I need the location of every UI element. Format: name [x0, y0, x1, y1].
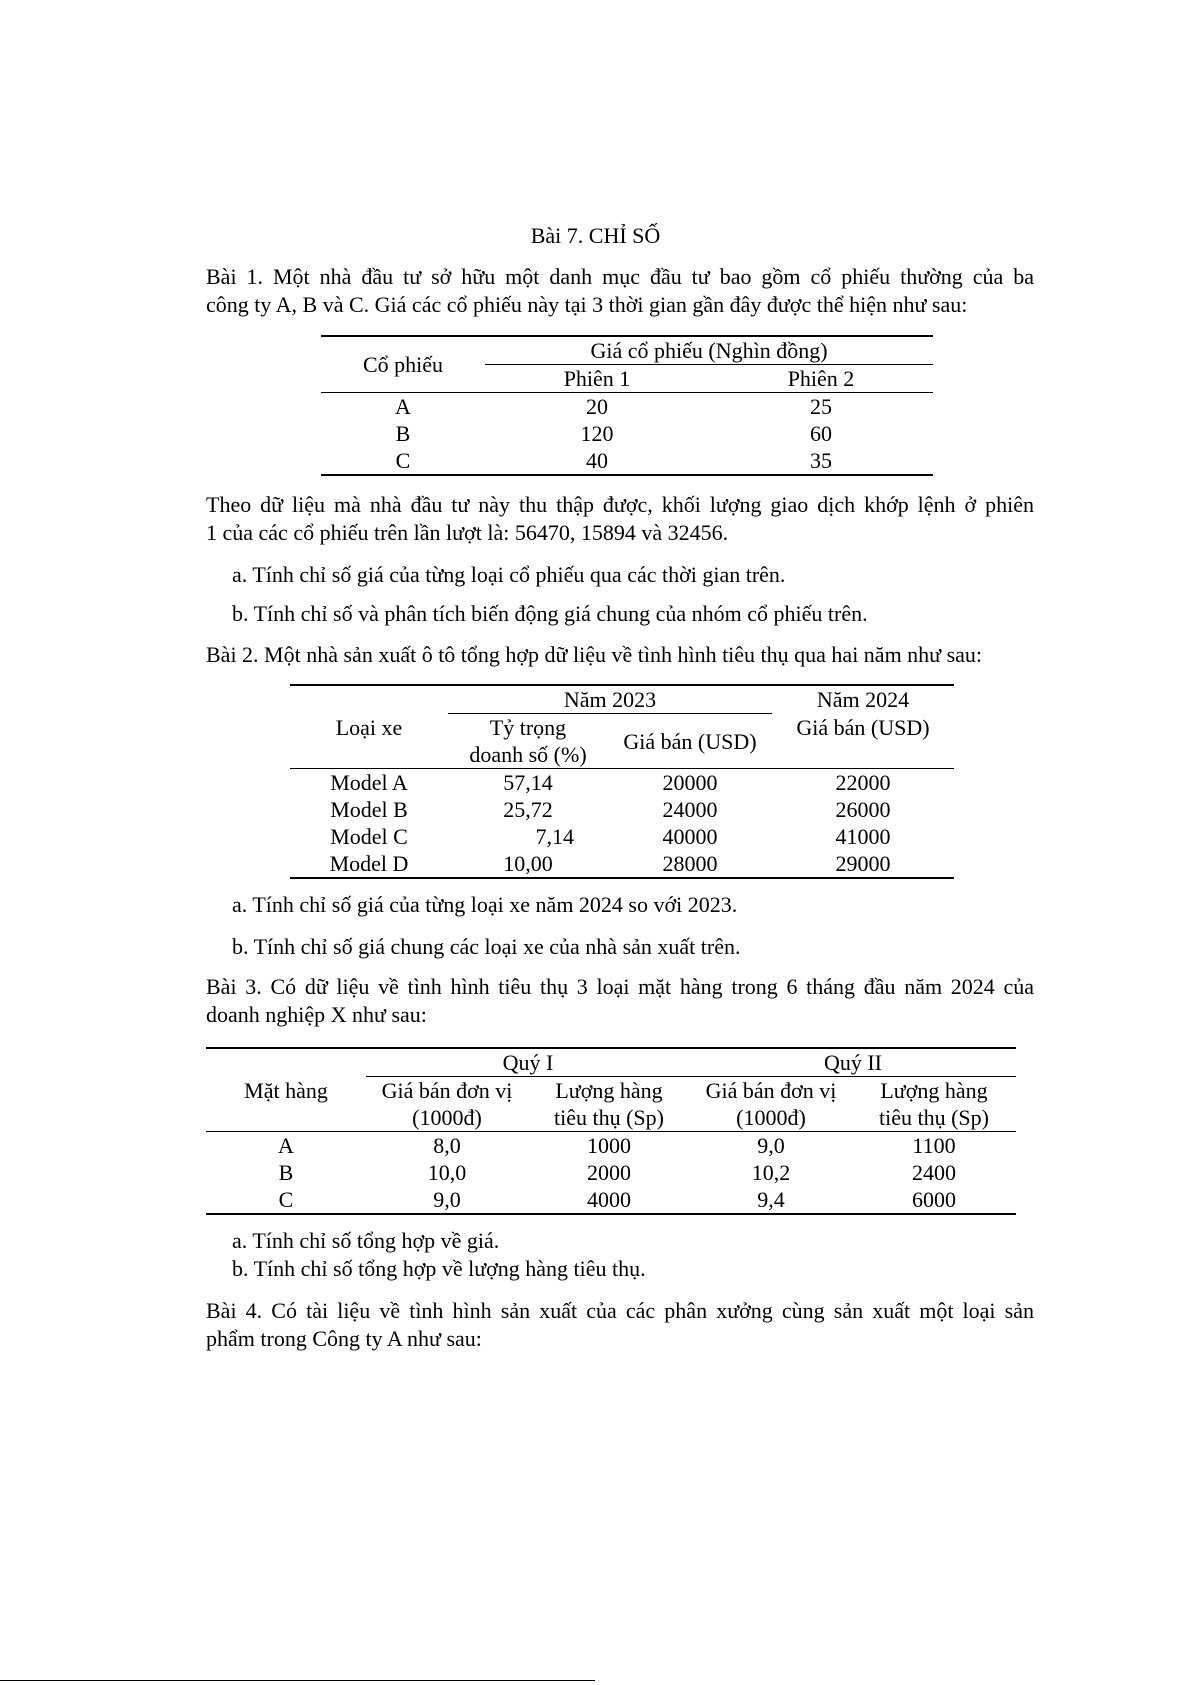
bai3-q1-price-l1: Giá bán đơn vị: [381, 1078, 513, 1103]
bai2-row-p2023: 24000: [662, 797, 718, 822]
page-title: Bài 7. CHỈ SỐ: [530, 223, 661, 248]
table-row: [206, 1186, 1016, 1214]
bai2-col-type: Loại xe: [290, 685, 448, 769]
footer-divider: [0, 1680, 595, 1681]
bai3-row-q1: 4000: [587, 1187, 631, 1212]
bai3-question-a: a. Tính chỉ số tổng hợp về giá.: [232, 1228, 500, 1253]
bai2-row-name: Model D: [329, 851, 409, 876]
bai1-table: [321, 335, 933, 476]
bai3-question-b: b. Tính chỉ số tổng hợp về lượng hàng tiêu thụ.: [232, 1256, 646, 1281]
table-row: [206, 1132, 1016, 1160]
bai3-q2-qty-l2: tiêu thụ (Sp): [852, 1104, 1016, 1132]
bai3-q2-price-l2: (1000đ): [690, 1104, 852, 1132]
bai3-row-p2: 9,0: [757, 1133, 785, 1158]
table-row: [290, 823, 954, 850]
bai2-row-p2023: 40000: [662, 824, 718, 849]
bai2-row-share: 57,14: [503, 770, 553, 795]
bai2-year-2024: Năm 2024: [816, 687, 910, 713]
bai3-quarter-2: Quý II: [690, 1048, 1016, 1077]
bai3-row-q1: 1000: [587, 1133, 631, 1158]
bai2-row-p2023: 20000: [662, 770, 718, 795]
bai1-session-2: Phiên 2: [709, 365, 933, 393]
bai3-q1-price-l2: (1000đ): [366, 1104, 528, 1132]
bai3-row-p1: 9,0: [433, 1187, 461, 1212]
bai1-after: [206, 491, 1034, 547]
bai2-row-share: 10,00: [503, 851, 553, 876]
bai1-after-line1: Theo dữ liệu mà nhà đầu tư này thu thập được, khối lượng giao dịch khớp lệnh ở phiên: [206, 492, 1034, 517]
bai2-share-line1: Tỷ trọng: [489, 715, 567, 740]
bai1-row-p2: 60: [810, 421, 832, 446]
bai1-session-1: Phiên 1: [485, 365, 709, 393]
bai2-row-p2024: 41000: [835, 824, 891, 849]
table-row: [290, 850, 954, 878]
bai1-row-p1: 40: [586, 448, 608, 473]
bai3-q1-qty-l1: Lượng hàng: [555, 1078, 663, 1103]
bai2-row-share: 25,72: [503, 797, 553, 822]
bai3-row-name: A: [278, 1133, 294, 1158]
table-row: [321, 447, 933, 475]
bai2-row-p2024: 22000: [835, 770, 891, 795]
bai3-row-p2: 10,2: [751, 1160, 791, 1185]
bai3-row-p2: 9,4: [757, 1187, 785, 1212]
bai2-intro: [206, 641, 1034, 669]
bai3-row-name: B: [278, 1160, 294, 1185]
bai2-row-name: Model B: [330, 797, 408, 822]
bai2-table: [290, 684, 954, 879]
bai1-row-p2: 35: [810, 448, 832, 473]
bai3-quarter-1: Quý I: [366, 1048, 690, 1077]
bai1-row-p2: 25: [810, 394, 832, 419]
bai4-intro-line1: Bài 4. Có tài liệu về tình hình sản xuất của các phân xưởng cùng sản xuất một loại sản: [206, 1298, 1034, 1323]
bai2-row-p2024: 26000: [835, 797, 891, 822]
bai1-question-a: a. Tính chỉ số giá của từng loại cổ phiếu qua các thời gian trên.: [232, 562, 786, 587]
bai1-after-line2: 1 của các cổ phiếu trên lần lượt là: 56470, 15894 và 32456.: [206, 520, 729, 545]
table-row: [321, 420, 933, 447]
bai2-row-p2023: 28000: [662, 851, 718, 876]
bai1-col-stock: Cổ phiếu: [321, 336, 485, 393]
bai2-row-p2024: 29000: [835, 851, 891, 876]
bai1-intro-line2: công ty A, B và C. Giá các cổ phiếu này tại 3 thời gian gần đây được thể hiện như sau:: [206, 292, 968, 317]
bai2-price-2024: Giá bán (USD): [772, 714, 954, 769]
bai3-row-q2: 2400: [912, 1160, 956, 1185]
table-row: [290, 769, 954, 797]
bai1-group-header: Giá cổ phiếu (Nghìn đồng): [485, 336, 933, 365]
bai4-intro: [206, 1297, 1034, 1353]
bai3-row-name: C: [278, 1187, 294, 1212]
bai2-price-2023: Giá bán (USD): [608, 714, 772, 769]
bai1-intro-line1: Bài 1. Một nhà đầu tư sở hữu một danh mục đầu tư bao gồm cổ phiếu thường của ba: [206, 264, 1034, 289]
bai3-row-q2: 6000: [912, 1187, 956, 1212]
table-row: [206, 1159, 1016, 1186]
bai3-q2-price-l1: Giá bán đơn vị: [705, 1078, 837, 1103]
bai3-q1-qty-l2: tiêu thụ (Sp): [528, 1104, 690, 1132]
table-row: [290, 796, 954, 823]
bai1-row-name: C: [395, 448, 411, 473]
bai2-intro-line: Bài 2. Một nhà sản xuất ô tô tổng hợp dữ liệu về tình hình tiêu thụ qua hai năm như sau:: [206, 642, 983, 667]
bai2-share-line2: doanh số (%): [448, 741, 608, 769]
bai3-intro: [206, 973, 1034, 1029]
bai2-row-name: Model A: [330, 770, 408, 795]
bai1-intro: [206, 263, 1034, 319]
bai3-row-p1: 8,0: [433, 1133, 461, 1158]
bai3-q2-qty-l1: Lượng hàng: [880, 1078, 988, 1103]
bai2-question-a: a. Tính chỉ số giá của từng loại xe năm 2024 so với 2023.: [232, 892, 738, 917]
bai3-col-item: Mặt hàng: [206, 1048, 366, 1132]
bai3-intro-line1: Bài 3. Có dữ liệu về tình hình tiêu thụ 3 loại mặt hàng trong 6 tháng đầu năm 2024 của: [206, 974, 1034, 999]
bai1-row-name: B: [395, 421, 411, 446]
bai2-row-share: 7,14: [535, 824, 574, 849]
bai1-question-b: b. Tính chỉ số và phân tích biến động giá chung của nhóm cổ phiếu trên.: [232, 601, 868, 626]
bai1-row-p1: 120: [580, 421, 614, 446]
bai3-row-q1: 2000: [587, 1160, 631, 1185]
table-row: [321, 393, 933, 421]
bai2-year-2023: Năm 2023: [448, 685, 772, 714]
bai3-intro-line2: doanh nghiệp X như sau:: [206, 1002, 427, 1027]
bai2-row-name: Model C: [330, 824, 408, 849]
bai3-table: [206, 1047, 1016, 1215]
bai3-row-q2: 1100: [912, 1133, 956, 1158]
bai1-row-name: A: [395, 394, 411, 419]
bai3-row-p1: 10,0: [427, 1160, 467, 1185]
bai4-intro-line2: phẩm trong Công ty A như sau:: [206, 1326, 482, 1351]
bai1-row-p1: 20: [586, 394, 608, 419]
bai2-question-b: b. Tính chỉ số giá chung các loại xe của nhà sản xuất trên.: [232, 934, 741, 959]
